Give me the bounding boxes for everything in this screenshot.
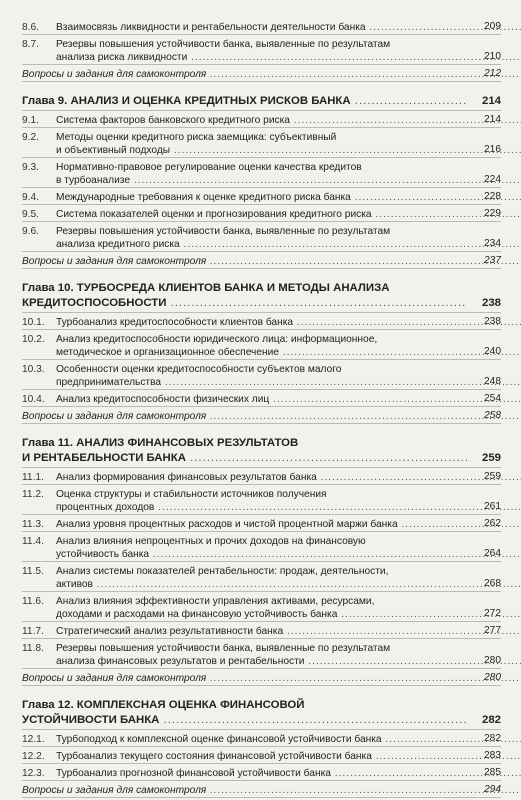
toc-entry-number: 9.6. (22, 226, 39, 237)
toc-entry-number: 9.1. (22, 115, 39, 126)
toc-entry-number: 11.1. (22, 472, 44, 483)
toc-page-number: 277 (484, 625, 501, 636)
toc-title-line: методическое и организационное обеспечение ..... (56, 346, 521, 359)
toc-page-number: 254 (484, 393, 501, 404)
toc-title-line: Взаимосвязь ликвидности и рентабельности деятельности банка ..... (56, 21, 521, 34)
toc-title-line: доходами и расходами на финансовую устойчивость банка ..... (56, 608, 521, 621)
toc-title-line: И РЕНТАБЕЛЬНОСТИ БАНКА ..... (22, 451, 467, 466)
toc-entry (22, 639, 501, 669)
toc-entry (22, 622, 501, 639)
toc-title-line: Вопросы и задания для самоконтроля ..... (22, 784, 521, 797)
toc-title-line: УСТОЙЧИВОСТИ БАНКА ..... (22, 713, 467, 728)
toc-entry (22, 562, 501, 592)
toc-title-line: Глава 10. ТУРБОСРЕДА КЛИЕНТОВ БАНКА И МЕТОДЫ АНАЛИЗА (22, 282, 390, 294)
toc-title-line: Анализ влияния эффективности управления активами, ресурсами, (56, 596, 375, 607)
toc-entry-number: 12.1. (22, 734, 45, 745)
toc-entry (22, 764, 501, 781)
toc-title-line: анализа риска ликвидности ..... (56, 51, 521, 64)
toc-questions (22, 781, 501, 798)
toc-page-number: 209 (484, 21, 501, 32)
toc-chapter (22, 696, 501, 730)
toc-entry (22, 330, 501, 360)
toc-page-number: 214 (484, 114, 501, 125)
toc-questions (22, 407, 501, 424)
toc-title-line: Анализ системы показателей рентабельности: продаж, деятельности, (56, 566, 389, 577)
toc-title-line: Международные требования к оценке кредитного риска банка ..... (56, 191, 521, 204)
toc-entry-number: 10.1. (22, 317, 45, 328)
toc-questions (22, 252, 501, 269)
toc-chapter (22, 279, 501, 313)
toc-title-line: в турбоанализе ..... (56, 174, 521, 187)
toc-entry-number: 8.6. (22, 22, 39, 33)
toc-entry (22, 468, 501, 485)
toc-page-number: 229 (484, 208, 501, 219)
toc-entry (22, 313, 501, 330)
toc-entry-number: 11.2. (22, 489, 44, 500)
toc-title-line: Особенности оценки кредитоспособности субъектов малого (56, 364, 342, 375)
toc-entry (22, 515, 501, 532)
toc-entry (22, 592, 501, 622)
toc-page-number: 259 (484, 471, 501, 482)
toc-title-line: Система факторов банковского кредитного риска ..... (56, 114, 521, 127)
toc-entry (22, 188, 501, 205)
toc-page-number: 285 (484, 767, 501, 778)
toc-page-number: 228 (484, 191, 501, 202)
toc-entry-number: 11.5. (22, 566, 44, 577)
toc-entry-number: 11.7. (22, 626, 44, 637)
toc-title-line: Глава 12. КОМПЛЕКСНАЯ ОЦЕНКА ФИНАНСОВОЙ (22, 699, 305, 711)
toc-page-number: 237 (484, 255, 501, 266)
toc-entry-number: 10.2. (22, 334, 45, 345)
toc-title-line: Методы оценки кредитного риска заемщика: субъективный (56, 132, 337, 143)
toc-page-number: 268 (484, 578, 501, 589)
toc-page-number: 238 (484, 316, 501, 327)
toc-title-line: Вопросы и задания для самоконтроля ..... (22, 410, 521, 423)
toc-title-line: Нормативно-правовое регулирование оценки качества кредитов (56, 162, 362, 173)
toc-entry-number: 11.4. (22, 536, 44, 547)
toc-title-line: Глава 9. АНАЛИЗ И ОЦЕНКА КРЕДИТНЫХ РИСКОВ БАНКА ..... (22, 94, 467, 109)
toc-title-line: анализа финансовых результатов и рентабельности ..... (56, 655, 521, 668)
toc-page-number: 248 (484, 376, 501, 387)
toc-title-line: Турбоанализ текущего состояния финансовой устойчивости банка ..... (56, 750, 521, 763)
toc-title-line: Резервы повышения устойчивости банка, выявленные по результатам (56, 226, 391, 237)
toc-questions (22, 669, 501, 686)
toc-entry (22, 390, 501, 407)
toc-page-number: 210 (484, 51, 501, 62)
toc-page-number: 258 (484, 410, 501, 421)
toc-title-line: Резервы повышения устойчивости банка, выявленные по результатам (56, 643, 391, 654)
toc-page-number: 282 (484, 733, 501, 744)
toc-title-line: активов ..... (56, 578, 521, 591)
toc-title-line: Анализ формирования финансовых результатов банка ..... (56, 471, 521, 484)
toc-page-number: 224 (484, 174, 501, 185)
toc-title-line: и объективный подходы ..... (56, 144, 521, 157)
toc-page-number: 212 (484, 68, 501, 79)
toc-entry-number: 10.4. (22, 394, 45, 405)
toc-page-number: 259 (481, 452, 501, 464)
toc-page-number: 280 (484, 655, 501, 666)
toc-page-number: 280 (484, 672, 501, 683)
toc-entry-number: 9.2. (22, 132, 39, 143)
toc-title-line: анализа кредитного риска ..... (56, 238, 521, 251)
toc-title-line: Турбоанализ прогнозной финансовой устойчивости банка ..... (56, 767, 521, 780)
toc-entry-number: 11.8. (22, 643, 44, 654)
toc-entry-number: 12.2. (22, 751, 45, 762)
toc-title-line: Турбоанализ кредитоспособности клиентов банка ..... (56, 316, 521, 329)
toc-entry-number: 10.3. (22, 364, 45, 375)
toc-title-line: Глава 11. АНАЛИЗ ФИНАНСОВЫХ РЕЗУЛЬТАТОВ (22, 437, 299, 449)
toc-entry (22, 730, 501, 747)
toc-page-number: 214 (481, 95, 501, 107)
toc-entry (22, 158, 501, 188)
toc-entry-number: 11.6. (22, 596, 44, 607)
toc-title-line: Анализ влияния непроцентных и прочих доходов на финансовую (56, 536, 366, 547)
toc-chapter (22, 92, 501, 111)
toc-title-line: Анализ кредитоспособности физических лиц ..... (56, 393, 521, 406)
toc-title-line: Анализ кредитоспособности юридического лица: информационное, (56, 334, 378, 345)
toc-title-line: Резервы повышения устойчивости банка, выявленные по результатам (56, 39, 391, 50)
toc-page-number: 238 (481, 297, 501, 309)
toc-entry (22, 360, 501, 390)
toc-page-number: 216 (484, 144, 501, 155)
toc-title-line: Вопросы и задания для самоконтроля ..... (22, 672, 521, 685)
toc-questions (22, 65, 501, 82)
toc-entry (22, 222, 501, 252)
toc-entry-number: 9.3. (22, 162, 39, 173)
toc-page-number: 272 (484, 608, 501, 619)
toc-entry (22, 747, 501, 764)
toc-page-number: 282 (481, 714, 501, 726)
toc-page-number: 294 (484, 784, 501, 795)
toc-entry (22, 532, 501, 562)
toc-page-number: 234 (484, 238, 501, 249)
toc-entry (22, 18, 501, 35)
toc-title-line: Вопросы и задания для самоконтроля ..... (22, 255, 521, 268)
toc-entry-number: 8.7. (22, 39, 39, 50)
toc-chapter (22, 434, 501, 468)
toc-entry-number: 9.4. (22, 192, 39, 203)
toc-page-number: 262 (484, 518, 501, 529)
toc-entry-number: 11.3. (22, 519, 44, 530)
toc-entry-number: 9.5. (22, 209, 39, 220)
toc-entry (22, 205, 501, 222)
toc-title-line: Вопросы и задания для самоконтроля ..... (22, 68, 521, 81)
toc-title-line: Оценка структуры и стабильности источников получения (56, 489, 327, 500)
toc-title-line: Анализ уровня процентных расходов и чистой процентной маржи банка ..... (56, 518, 521, 531)
toc-title-line: процентных доходов ..... (56, 501, 521, 514)
toc-page-number: 261 (484, 501, 501, 512)
toc-title-line: Турбоподход к комплексной оценке финансовой устойчивости банка ..... (56, 733, 521, 746)
toc-title-line: Стратегический анализ результативности банка ..... (56, 625, 521, 638)
toc-entry (22, 485, 501, 515)
toc-entry (22, 128, 501, 158)
toc-entry-number: 12.3. (22, 768, 45, 779)
toc-page-number: 283 (484, 750, 501, 761)
toc-title-line: устойчивость банка ..... (56, 548, 521, 561)
toc-entry (22, 35, 501, 65)
toc-title-line: КРЕДИТОСПОСОБНОСТИ ..... (22, 296, 467, 311)
toc-title-line: Система показателей оценки и прогнозирования кредитного риска ..... (56, 208, 521, 221)
toc-page-number: 264 (484, 548, 501, 559)
toc-title-line: предпринимательства ..... (56, 376, 521, 389)
toc-entry (22, 111, 501, 128)
toc-page-number: 240 (484, 346, 501, 357)
